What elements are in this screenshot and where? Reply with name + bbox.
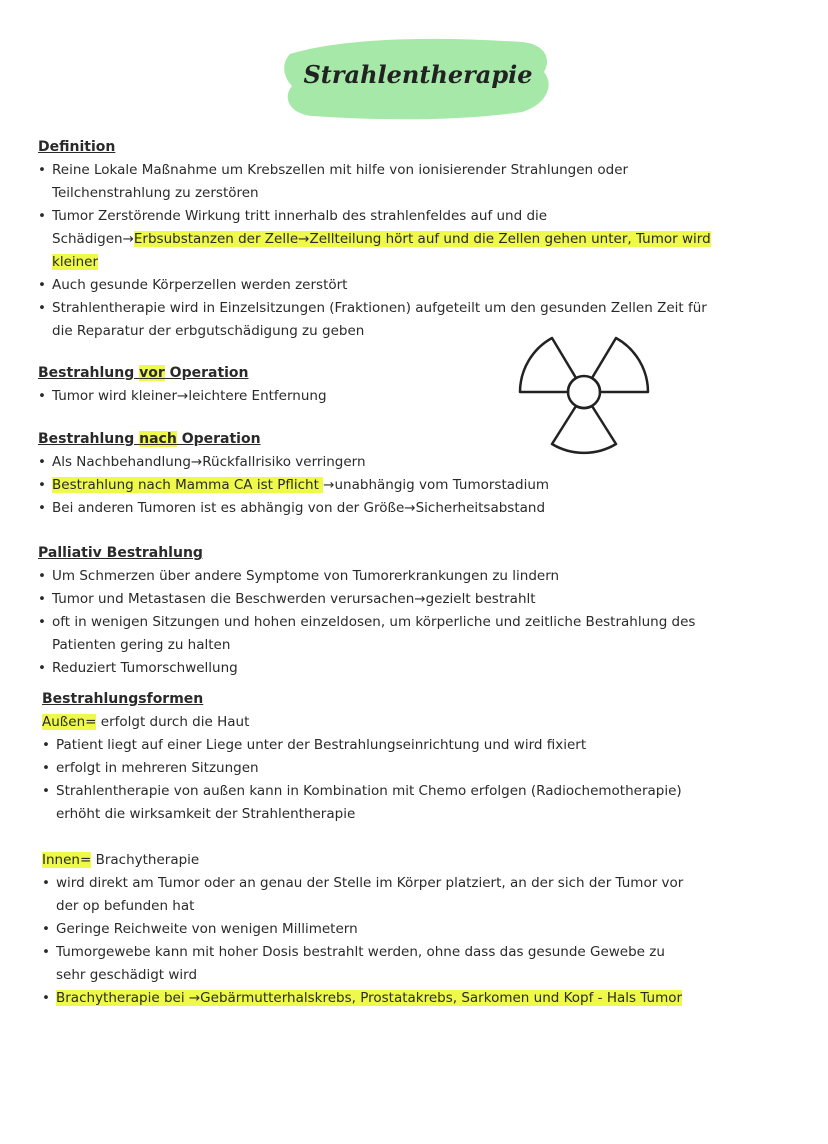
palliativ-line-5: • Reduziert Tumorschwellung [38,657,695,680]
aussen-text: erfolgt durch die Haut [96,714,250,730]
aussen-item-3: • Strahlentherapie von außen kann in Kombination mit Chemo erfolgen (Radiochemotherapie) [42,780,683,803]
definition-line-5-text: kleiner [52,254,99,270]
definition-heading: Definition [38,139,116,155]
definition-line-6: • Auch gesunde Körperzellen werden zerstört [38,274,711,297]
aussen-item-1: • Patient liegt auf einer Liege unter der Bestrahlungseinrichtung und wird fixiert [42,734,683,757]
vor-heading-b: vor [139,365,165,381]
nach-line-2b: →unabhängig vom Tumorstadium [323,477,550,493]
innen-item-2: der op befunden hat [56,898,195,914]
definition-line-4 [38,228,711,251]
section-palliativ [38,542,695,680]
aussen-item-2: • erfolgt in mehreren Sitzungen [42,757,683,780]
definition-line-3: • Tumor Zerstörende Wirkung tritt innerhalb des strahlenfeldes auf und die [38,205,711,228]
aussen-item-4: erhöht die wirksamkeit der Strahlentherapie [56,806,356,822]
vor-line-1: • Tumor wird kleiner→leichtere Entfernung [38,385,327,408]
section-definition [38,136,711,343]
section-bestrahlungsformen [42,688,683,1010]
nach-heading-c: Operation [176,431,261,447]
nach-heading-a: Bestrahlung [38,431,140,447]
innen-text: Brachytherapie [91,852,200,868]
palliativ-heading: Palliativ Bestrahlung [38,545,203,561]
innen-item-6a: Brachytherapie bei [56,990,189,1006]
innen-label: Innen= [42,852,92,868]
palliativ-line-2: • Tumor und Metastasen die Beschwerden verursachen→gezielt bestrahlt [38,588,695,611]
palliativ-line-3: • oft in wenigen Sitzungen und hohen einzeldosen, um körperliche und zeitliche Bestrahlung des [38,611,695,634]
innen-item-5: sehr geschädigt wird [56,967,198,983]
definition-line-5 [38,251,711,274]
definition-line-1: • Reine Lokale Maßnahme um Krebszellen mit hilfe von ionisierender Strahlungen oder [38,159,711,182]
definition-line-4b: Erbsubstanzen der Zelle→Zellteilung hört auf und die Zellen gehen unter, Tumor wird [133,231,711,247]
innen-item-6b: →Gebärmutterhalskrebs, Prostatakrebs, Sarkomen und Kopf - Hals Tumor [188,990,683,1006]
section-nach-operation [38,428,549,520]
palliativ-line-1: • Um Schmerzen über andere Symptome von Tumorerkrankungen zu lindern [38,565,695,588]
aussen-line [42,711,683,734]
innen-line [42,849,683,872]
title-banner [282,32,554,122]
nach-line-3: • Bei anderen Tumoren ist es abhängig von der Größe→Sicherheitsabstand [38,497,549,520]
nach-line-1: • Als Nachbehandlung→Rückfallrisiko verringern [38,451,549,474]
section-vor-operation [38,362,327,408]
page-title: Strahlentherapie [303,60,533,89]
nach-heading-b: nach [139,431,177,447]
formen-heading: Bestrahlungsformen [42,691,204,707]
nach-heading [38,428,549,451]
innen-item-1: • wird direkt am Tumor oder an genau der Stelle im Körper platziert, an der sich der Tumor vor [42,872,683,895]
nach-line-2a: Bestrahlung nach Mamma CA ist Pflicht [52,477,324,493]
nach-line-2 [38,474,549,497]
innen-item-6 [42,987,683,1010]
innen-item-3: • Geringe Reichweite von wenigen Millimetern [42,918,683,941]
vor-heading-a: Bestrahlung [38,365,140,381]
vor-heading [38,362,327,385]
definition-line-2: Teilchenstrahlung zu zerstören [52,185,259,201]
palliativ-line-4: Patienten gering zu halten [52,637,231,653]
definition-line-8: die Reparatur der erbgutschädigung zu geben [52,323,365,339]
aussen-label: Außen= [42,714,97,730]
innen-item-4: • Tumorgewebe kann mit hoher Dosis bestrahlt werden, ohne dass das gesunde Gewebe zu [42,941,683,964]
definition-line-4a: Schädigen→ [52,231,134,247]
vor-heading-c: Operation [164,365,249,381]
definition-line-7: • Strahlentherapie wird in Einzelsitzungen (Fraktionen) aufgeteilt um den gesunden Zellen Zeit für [38,297,711,320]
